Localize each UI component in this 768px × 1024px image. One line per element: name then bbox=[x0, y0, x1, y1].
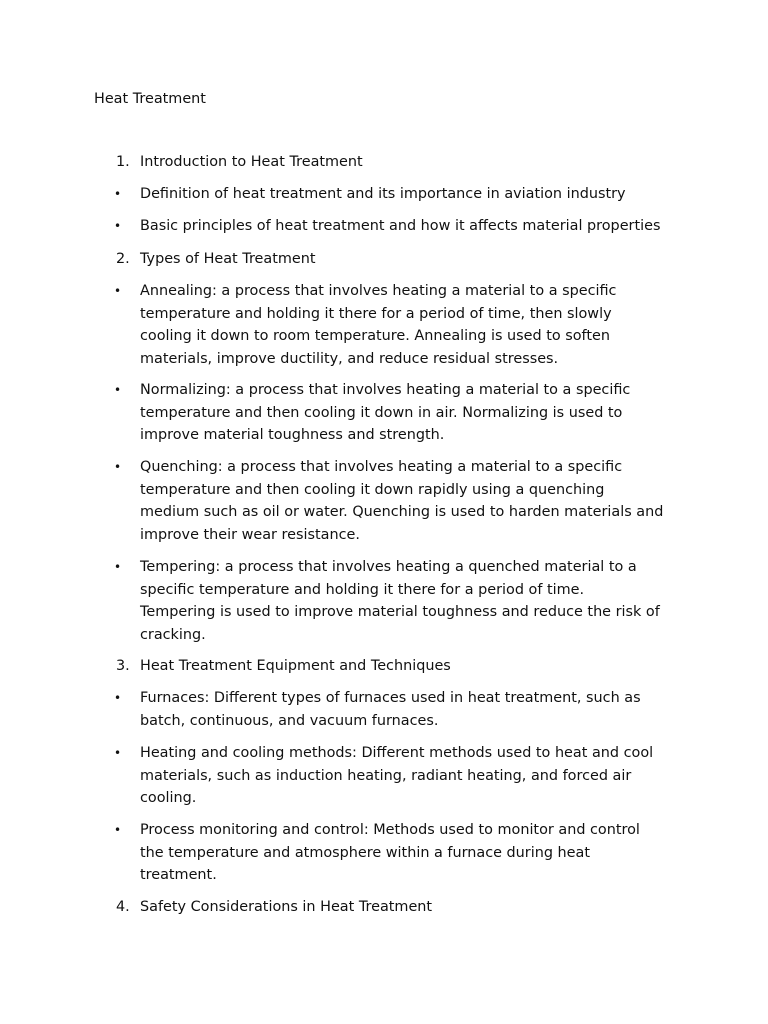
bullet-marker: • bbox=[114, 560, 122, 574]
text-line: Types of Heat Treatment bbox=[140, 251, 316, 267]
text-line: Definition of heat treatment and its importance in aviation industry bbox=[140, 186, 626, 202]
list-number: 2. bbox=[116, 251, 130, 267]
text-line: Annealing: a process that involves heating a material to a specific bbox=[140, 283, 617, 299]
outline-item-text bbox=[140, 215, 685, 238]
outline-item-text bbox=[140, 556, 685, 646]
bullet-marker: • bbox=[114, 284, 122, 298]
text-line: Introduction to Heat Treatment bbox=[140, 154, 363, 170]
text-line: Heat Treatment Equipment and Techniques bbox=[140, 658, 451, 674]
document-title: Heat Treatment bbox=[94, 91, 206, 107]
text-line: Quenching: a process that involves heating a material to a specific bbox=[140, 459, 623, 475]
text-line: materials, such as induction heating, radiant heating, and forced air bbox=[140, 767, 632, 784]
text-line: cooling. bbox=[140, 790, 197, 806]
outline-item-text bbox=[140, 896, 685, 919]
text-line: improve material toughness and strength. bbox=[140, 427, 445, 443]
text-line: Tempering is used to improve material toughness and reduce the risk of bbox=[140, 604, 660, 620]
text-line: batch, continuous, and vacuum furnaces. bbox=[140, 712, 439, 729]
bullet-marker: • bbox=[114, 691, 122, 705]
text-line: the temperature and atmosphere within a furnace during heat bbox=[140, 844, 590, 861]
text-line: medium such as oil or water. Quenching is used to harden materials and bbox=[140, 504, 664, 520]
text-line: specific temperature and holding it there for a period of time. bbox=[140, 581, 585, 598]
text-line: temperature and holding it there for a period of time, then slowly bbox=[140, 305, 612, 322]
text-line: improve their wear resistance. bbox=[140, 526, 360, 543]
text-line: materials, improve ductility, and reduce residual stresses. bbox=[140, 350, 559, 367]
bullet-marker: • bbox=[114, 383, 122, 397]
outline-item-text bbox=[140, 655, 685, 678]
outline-item-text bbox=[140, 280, 685, 370]
outline-item-text bbox=[140, 456, 685, 546]
bullet-marker: • bbox=[114, 746, 122, 760]
bullet-marker: • bbox=[114, 219, 122, 233]
outline-item-text bbox=[140, 151, 685, 174]
text-line: cracking. bbox=[140, 626, 206, 643]
outline-item-text bbox=[140, 183, 685, 206]
bullet-marker: • bbox=[114, 823, 122, 837]
list-number: 4. bbox=[116, 899, 130, 915]
text-line: temperature and then cooling it down in air. Normalizing is used to bbox=[140, 404, 623, 421]
text-line: Tempering: a process that involves heating a quenched material to a bbox=[140, 559, 637, 575]
text-line: Process monitoring and control: Methods used to monitor and control bbox=[140, 822, 640, 838]
bullet-marker: • bbox=[114, 187, 122, 201]
text-line: treatment. bbox=[140, 867, 217, 883]
text-line: Furnaces: Different types of furnaces used in heat treatment, such as bbox=[140, 690, 641, 706]
text-line: Normalizing: a process that involves heating a material to a specific bbox=[140, 382, 631, 398]
list-number: 3. bbox=[116, 658, 130, 674]
list-number: 1. bbox=[116, 154, 130, 170]
text-line: cooling it down to room temperature. Annealing is used to soften bbox=[140, 328, 610, 344]
outline-item-text bbox=[140, 248, 685, 271]
outline-item-text bbox=[140, 819, 685, 887]
outline-item-text bbox=[140, 687, 685, 732]
text-line: Safety Considerations in Heat Treatment bbox=[140, 899, 433, 915]
text-line: Heating and cooling methods: Different methods used to heat and cool bbox=[140, 745, 654, 761]
outline-item-text bbox=[140, 742, 685, 810]
outline-item-text bbox=[140, 379, 685, 447]
text-line: Basic principles of heat treatment and how it affects material properties bbox=[140, 218, 661, 234]
bullet-marker: • bbox=[114, 460, 122, 474]
text-line: temperature and then cooling it down rapidly using a quenching bbox=[140, 481, 605, 498]
